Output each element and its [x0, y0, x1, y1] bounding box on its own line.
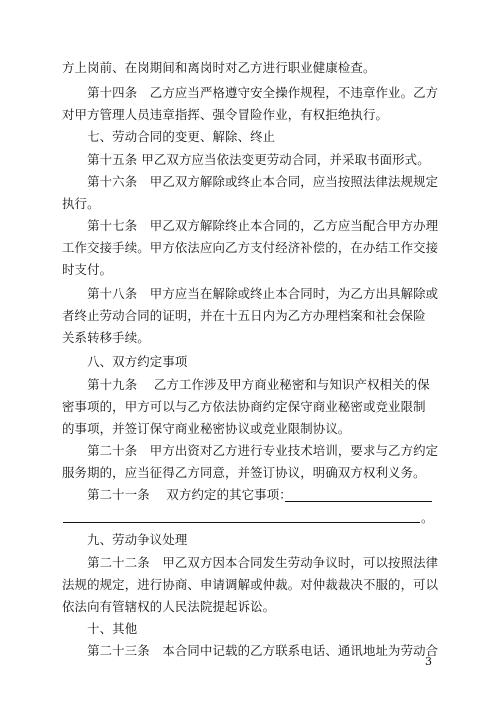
text-line: 法规的规定，进行协商、申请调解或仲裁。对仲裁裁决不服的，可以 — [62, 577, 439, 592]
text-line: 第十七条 甲乙双方解除终止本合同的，乙方应当配合甲方办理 — [62, 218, 439, 233]
text-line: 第十九条 乙方工作涉及甲方商业秘密和与知识产权相关的保 — [62, 377, 430, 392]
text-line: 第十六条 甲乙双方解除或终止本合同，应当按照法律法规规定 — [62, 174, 439, 189]
text-line: 第二十三条 本合同中记载的乙方联系电话、通讯地址为劳动合 — [62, 643, 439, 658]
text-line: 工作交接手续。甲方依法应向乙方支付经济补偿的，在办结工作交接 — [62, 240, 439, 255]
text-line: 第二十一条 双方约定的其它事项： — [62, 487, 292, 502]
section-heading: 九、劳动争议处理 — [62, 532, 188, 547]
text-line: 第十五条 甲乙双方应当依法变更劳动合同，并采取书面形式。 — [62, 152, 430, 167]
text-line: 。 — [421, 510, 434, 525]
text-line: 的事项，并签订保守商业秘密协议或竞业限制协议。 — [62, 421, 351, 436]
blank-fill-line — [63, 522, 420, 523]
text-line: 第十八条 甲方应当在解除或终止本合同时，为乙方出具解除或 — [62, 286, 439, 301]
text-line: 服务期的，应当征得乙方同意，并签订协议，明确双方权利义务。 — [62, 465, 426, 480]
blank-fill-line — [285, 501, 432, 502]
text-line: 第二十条 甲方出资对乙方进行专业技术培训，要求与乙方约定 — [62, 443, 439, 458]
text-line: 密事项的，甲方可以与乙方依法协商约定保守商业秘密或竞业限制 — [62, 399, 426, 414]
text-line: 时支付。 — [62, 262, 113, 277]
text-line: 依法向有管辖权的人民法院提起诉讼。 — [62, 599, 276, 614]
text-line: 关系转移手续。 — [62, 330, 150, 345]
text-line: 方上岗前、在岗期间和离岗时对乙方进行职业健康检查。 — [62, 60, 376, 75]
text-line: 第二十二条 甲乙双方因本合同发生劳动争议时，可以按照法律 — [62, 555, 439, 570]
text-line: 第十四条 乙方应当严格遵守安全操作规程，不违章作业。乙方 — [62, 85, 439, 100]
page-number: 3 — [425, 655, 432, 668]
section-heading: 七、劳动合同的变更、解除、终止 — [62, 129, 276, 144]
section-heading: 十、其他 — [62, 621, 138, 636]
text-line: 对甲方管理人员违章指挥、强令冒险作业，有权拒绝执行。 — [62, 107, 389, 122]
section-heading: 八、双方约定事项 — [62, 354, 188, 369]
text-line: 者终止劳动合同的证明，并在十五日内为乙方办理档案和社会保险 — [62, 308, 426, 323]
text-line: 执行。 — [62, 196, 100, 211]
